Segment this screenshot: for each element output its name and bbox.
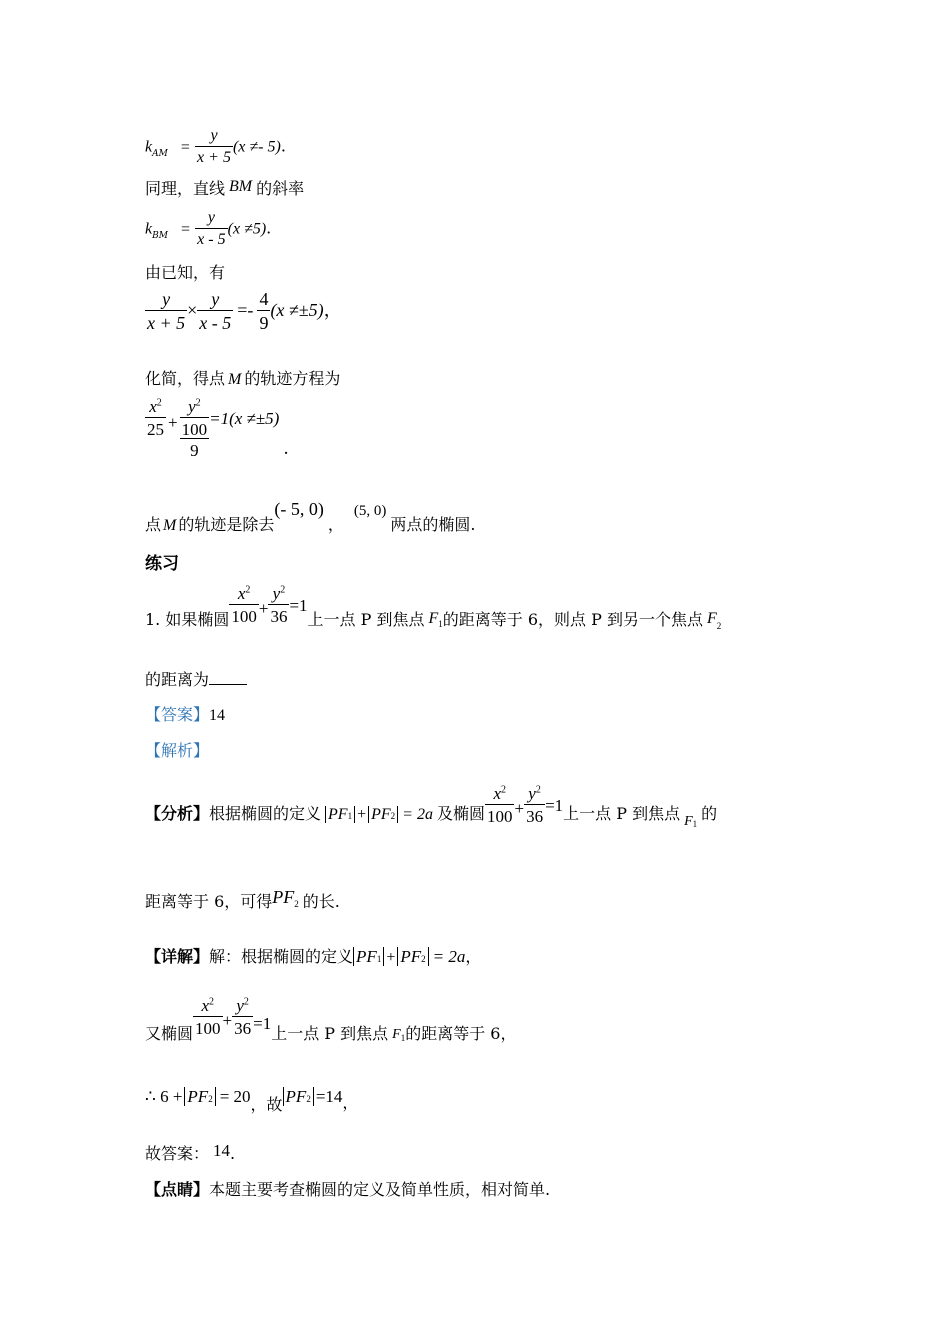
times-sign: × — [187, 300, 198, 320]
answer-blank[interactable] — [209, 684, 247, 685]
k-symbol: k — [145, 220, 153, 238]
subscript: 1 — [400, 1033, 406, 1043]
focus-f1: F — [392, 1027, 401, 1042]
given-text: 由已知，有 — [145, 263, 226, 282]
abs-pf2: PF2 — [397, 947, 428, 966]
text: 上一点 P 到焦点 — [563, 804, 681, 823]
fraction-y: $y^2$ 100 9 — [181, 397, 208, 460]
focus-f1: F — [428, 610, 439, 627]
condition: (x ≠±5) — [270, 300, 324, 320]
equals: = — [181, 220, 191, 238]
fraction-y: $\frac{y^2}{36}$ — [526, 784, 544, 826]
text: 本题主要考查椭圆的定义及简单性质，相对简单. — [209, 1180, 551, 1199]
fraction-y: $\frac{y^2}{36}$ — [270, 584, 288, 626]
ellipse-equation — [145, 398, 289, 459]
period: . — [230, 1144, 236, 1163]
text: 的距离等于 6，则点 P 到另一个焦点 — [442, 610, 703, 629]
question-1 — [145, 584, 722, 631]
abs-pf1: PF1 — [325, 806, 355, 823]
answer-tag: 【答案】 — [145, 705, 210, 724]
fraction-2: $\frac{y}{x - 5}$ — [199, 289, 232, 333]
result: =14 — [315, 1087, 343, 1106]
symbol-m: M — [228, 371, 242, 388]
point-2: (5, 0) — [353, 503, 387, 519]
text: 上一点 P 到焦点 — [307, 610, 425, 629]
text: 根据椭圆的定义 — [209, 804, 322, 823]
fraction: $\frac{y}{x - 5}$ — [197, 209, 226, 248]
rhs: =1 — [289, 596, 308, 615]
product-equation — [145, 290, 342, 332]
comma: ， — [342, 1093, 359, 1112]
abs-pf2-result: PF2 — [283, 1087, 314, 1106]
condition: (x ≠- 5) — [232, 138, 281, 156]
k-bm-line — [145, 210, 271, 248]
xiangjie-tag: 【详解】 — [145, 947, 210, 966]
k-am-line — [145, 128, 286, 166]
text: 的轨迹方程为 — [244, 369, 341, 388]
fraction-3: $\frac{4}{9}$ — [259, 289, 269, 333]
answer-value: 14 — [209, 707, 226, 724]
plus: + — [357, 806, 367, 823]
fraction-x: $\frac{x^2}{100}$ — [195, 996, 221, 1038]
rhs: =1(x ≠±5) — [209, 409, 280, 428]
text: 解：根据椭圆的定义 — [209, 947, 354, 966]
equals: = 2a — [402, 806, 433, 823]
period: . — [283, 439, 289, 459]
text: 两点的椭圆. — [390, 515, 476, 534]
text: 同理，直线 — [145, 179, 226, 198]
abs-pf2: PF2 — [368, 806, 398, 823]
therefore-lhs: ∴ 6 + — [145, 1087, 183, 1106]
locus-text — [145, 499, 476, 534]
text: 故答案： — [145, 1144, 210, 1163]
fraction-1: $\frac{y}{x + 5}$ — [147, 289, 186, 333]
text: 点 — [145, 515, 162, 534]
symbol-m: M — [163, 517, 177, 534]
subscript: 1 — [438, 619, 443, 629]
text: 的长. — [302, 892, 340, 911]
plus: + — [168, 413, 178, 432]
comma: ， — [323, 300, 342, 321]
subscript: 1 — [692, 819, 698, 829]
abs-pf1: PF1 — [353, 947, 384, 966]
plus: + — [258, 599, 269, 618]
subscript: 2 — [716, 621, 722, 631]
plus: + — [222, 1011, 233, 1030]
you-line — [145, 996, 517, 1043]
focus-f1: F — [684, 814, 693, 829]
plus: + — [514, 799, 525, 818]
equals: = 2a — [432, 947, 466, 966]
text: 的距离等于 6， — [405, 1024, 517, 1043]
symbol-bm: BM — [229, 178, 253, 195]
line-bm-text — [145, 178, 305, 198]
answer-line — [145, 707, 225, 724]
equals: =- — [237, 300, 254, 320]
text: 距离等于 6，可得 — [145, 892, 273, 911]
text: 化简，得点 — [145, 369, 226, 388]
k-symbol: k — [145, 138, 153, 156]
comma: ， — [327, 515, 344, 534]
dianjing-tag: 【点睛】 — [145, 1180, 210, 1199]
text: ，故 — [250, 1095, 283, 1114]
abs-pf2: PF2 — [184, 1087, 215, 1106]
rhs: =1 — [253, 1014, 272, 1033]
point-1: (- 5, 0) — [274, 499, 324, 519]
analysis-tag: 【解析】 — [145, 741, 210, 760]
final-value: 14 — [213, 1141, 231, 1160]
condition: (x ≠5) — [227, 220, 267, 238]
k-subscript: AM — [152, 148, 168, 159]
simplify-text — [145, 371, 340, 388]
pf2: PF — [272, 887, 295, 907]
fenxi-line — [145, 784, 718, 829]
focus-f2: F — [707, 610, 717, 627]
dianjing-line — [145, 1182, 550, 1198]
fraction-x: $\frac{x^2}{100}$ — [486, 784, 513, 826]
final-answer-line — [145, 1141, 236, 1163]
therefore-line — [145, 1087, 359, 1114]
fenxi-line-2 — [145, 887, 340, 911]
text: 上一点 P 到焦点 — [271, 1024, 389, 1043]
equals: = 20 — [219, 1087, 251, 1106]
k-subscript: BM — [152, 230, 168, 241]
question-number: 1. 如果椭圆 — [145, 610, 230, 629]
fenxi-tag: 【分析】 — [145, 804, 210, 823]
text: 及椭圆 — [436, 804, 485, 823]
fraction-y: $\frac{y^2}{36}$ — [234, 996, 252, 1038]
subscript: 2 — [294, 899, 299, 909]
period: . — [266, 218, 272, 238]
period: . — [280, 136, 286, 156]
text: 的 — [701, 804, 718, 823]
comma: ， — [465, 947, 482, 966]
text: 的距离为 — [145, 670, 210, 689]
fraction-x: $\frac{x^2}{100}$ — [231, 584, 257, 626]
equals: = — [180, 138, 190, 156]
plus: + — [386, 949, 396, 966]
xiangjie-line — [145, 948, 481, 966]
text: 又椭圆 — [145, 1024, 194, 1043]
fraction-x: $\frac{x^2}{25}$ — [147, 397, 164, 439]
rhs: =1 — [545, 796, 564, 815]
fraction: $\frac{y}{x + 5}$ — [197, 127, 231, 166]
text: 的轨迹是除去 — [178, 515, 275, 534]
question-1-line-2 — [145, 672, 247, 688]
exercise-heading: 练习 — [145, 554, 179, 574]
text: 的斜率 — [256, 179, 305, 198]
